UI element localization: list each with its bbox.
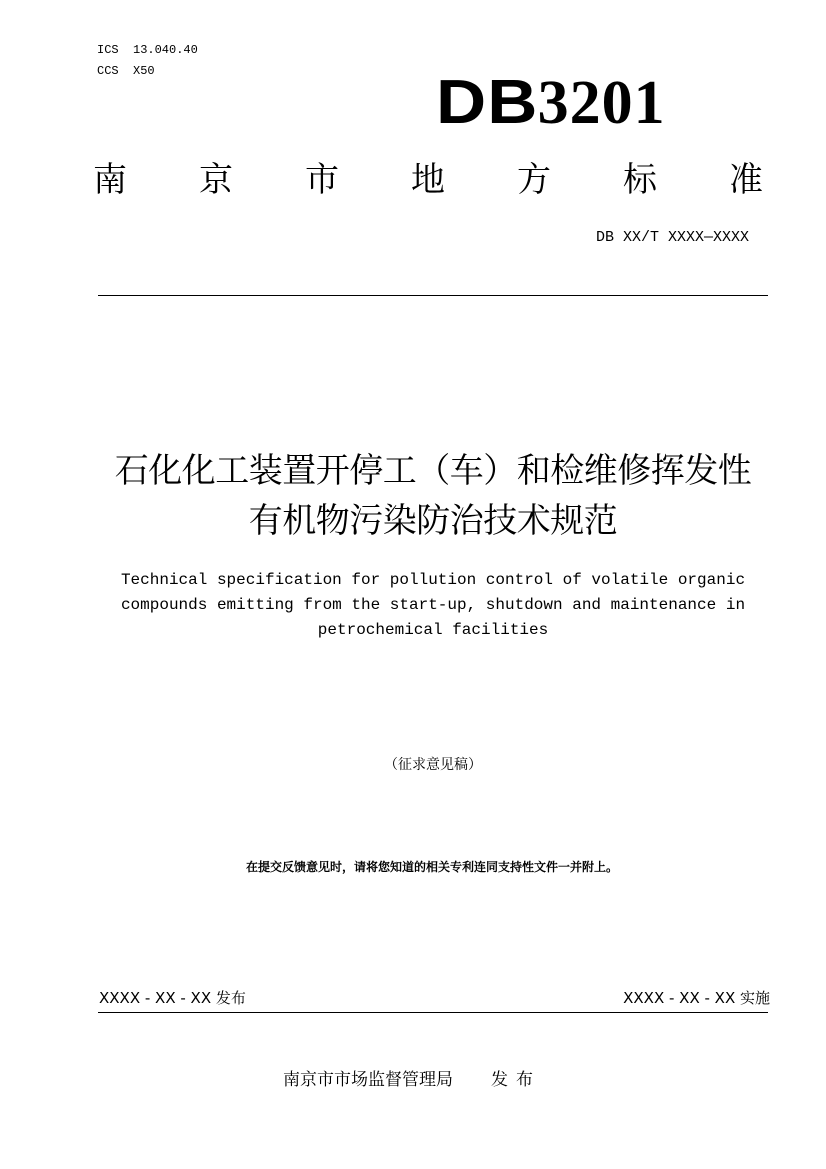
- chinese-title-line: 有机物污染防治技术规范: [248, 501, 618, 541]
- classification-codes: [97, 40, 198, 82]
- issuer-action: 发布: [491, 1070, 541, 1090]
- standard-type-char: 标: [623, 160, 657, 200]
- standard-type-char: 市: [305, 160, 339, 200]
- ccs-code: CCS X50: [97, 64, 155, 78]
- standard-type-char: 准: [729, 160, 763, 200]
- patent-notice: 在提交反馈意见时，请将您知道的相关专利连同支持性文件一并附上。: [245, 860, 618, 874]
- logo-code: 3201: [537, 69, 666, 137]
- draft-label: （征求意见稿）: [384, 757, 482, 773]
- chinese-title-line: 石化化工装置开停工（车）和检维修挥发性: [114, 451, 752, 491]
- english-title-line: petrochemical facilities: [317, 621, 549, 639]
- standard-type-char: 地: [411, 160, 445, 200]
- header-divider: [98, 295, 768, 296]
- standard-type-char: 南: [93, 160, 127, 200]
- implementation-date: XXXX - XX - XX 实施: [623, 989, 770, 1007]
- ics-code: ICS 13.040.40: [97, 43, 198, 57]
- english-title-line: Technical specification for pollution control of volatile organic: [120, 571, 746, 589]
- english-title: [100, 568, 766, 643]
- issue-date: XXXX - XX - XX 发布: [99, 989, 246, 1007]
- issuer-name: 南京市市场监督管理局: [283, 1070, 453, 1090]
- footer-divider: [98, 1012, 768, 1013]
- standard-logo: [436, 68, 706, 137]
- english-title-line: compounds emitting from the start-up, shutdown and maintenance in: [120, 596, 746, 614]
- issuer: [283, 1068, 541, 1092]
- standard-type-char: 方: [517, 160, 551, 200]
- logo-prefix: DB: [436, 68, 539, 137]
- standard-type-heading: [93, 156, 763, 204]
- standard-number: DB XX/T XXXX—XXXX: [595, 229, 749, 246]
- chinese-title: [60, 446, 806, 546]
- standard-type-char: 京: [199, 160, 233, 200]
